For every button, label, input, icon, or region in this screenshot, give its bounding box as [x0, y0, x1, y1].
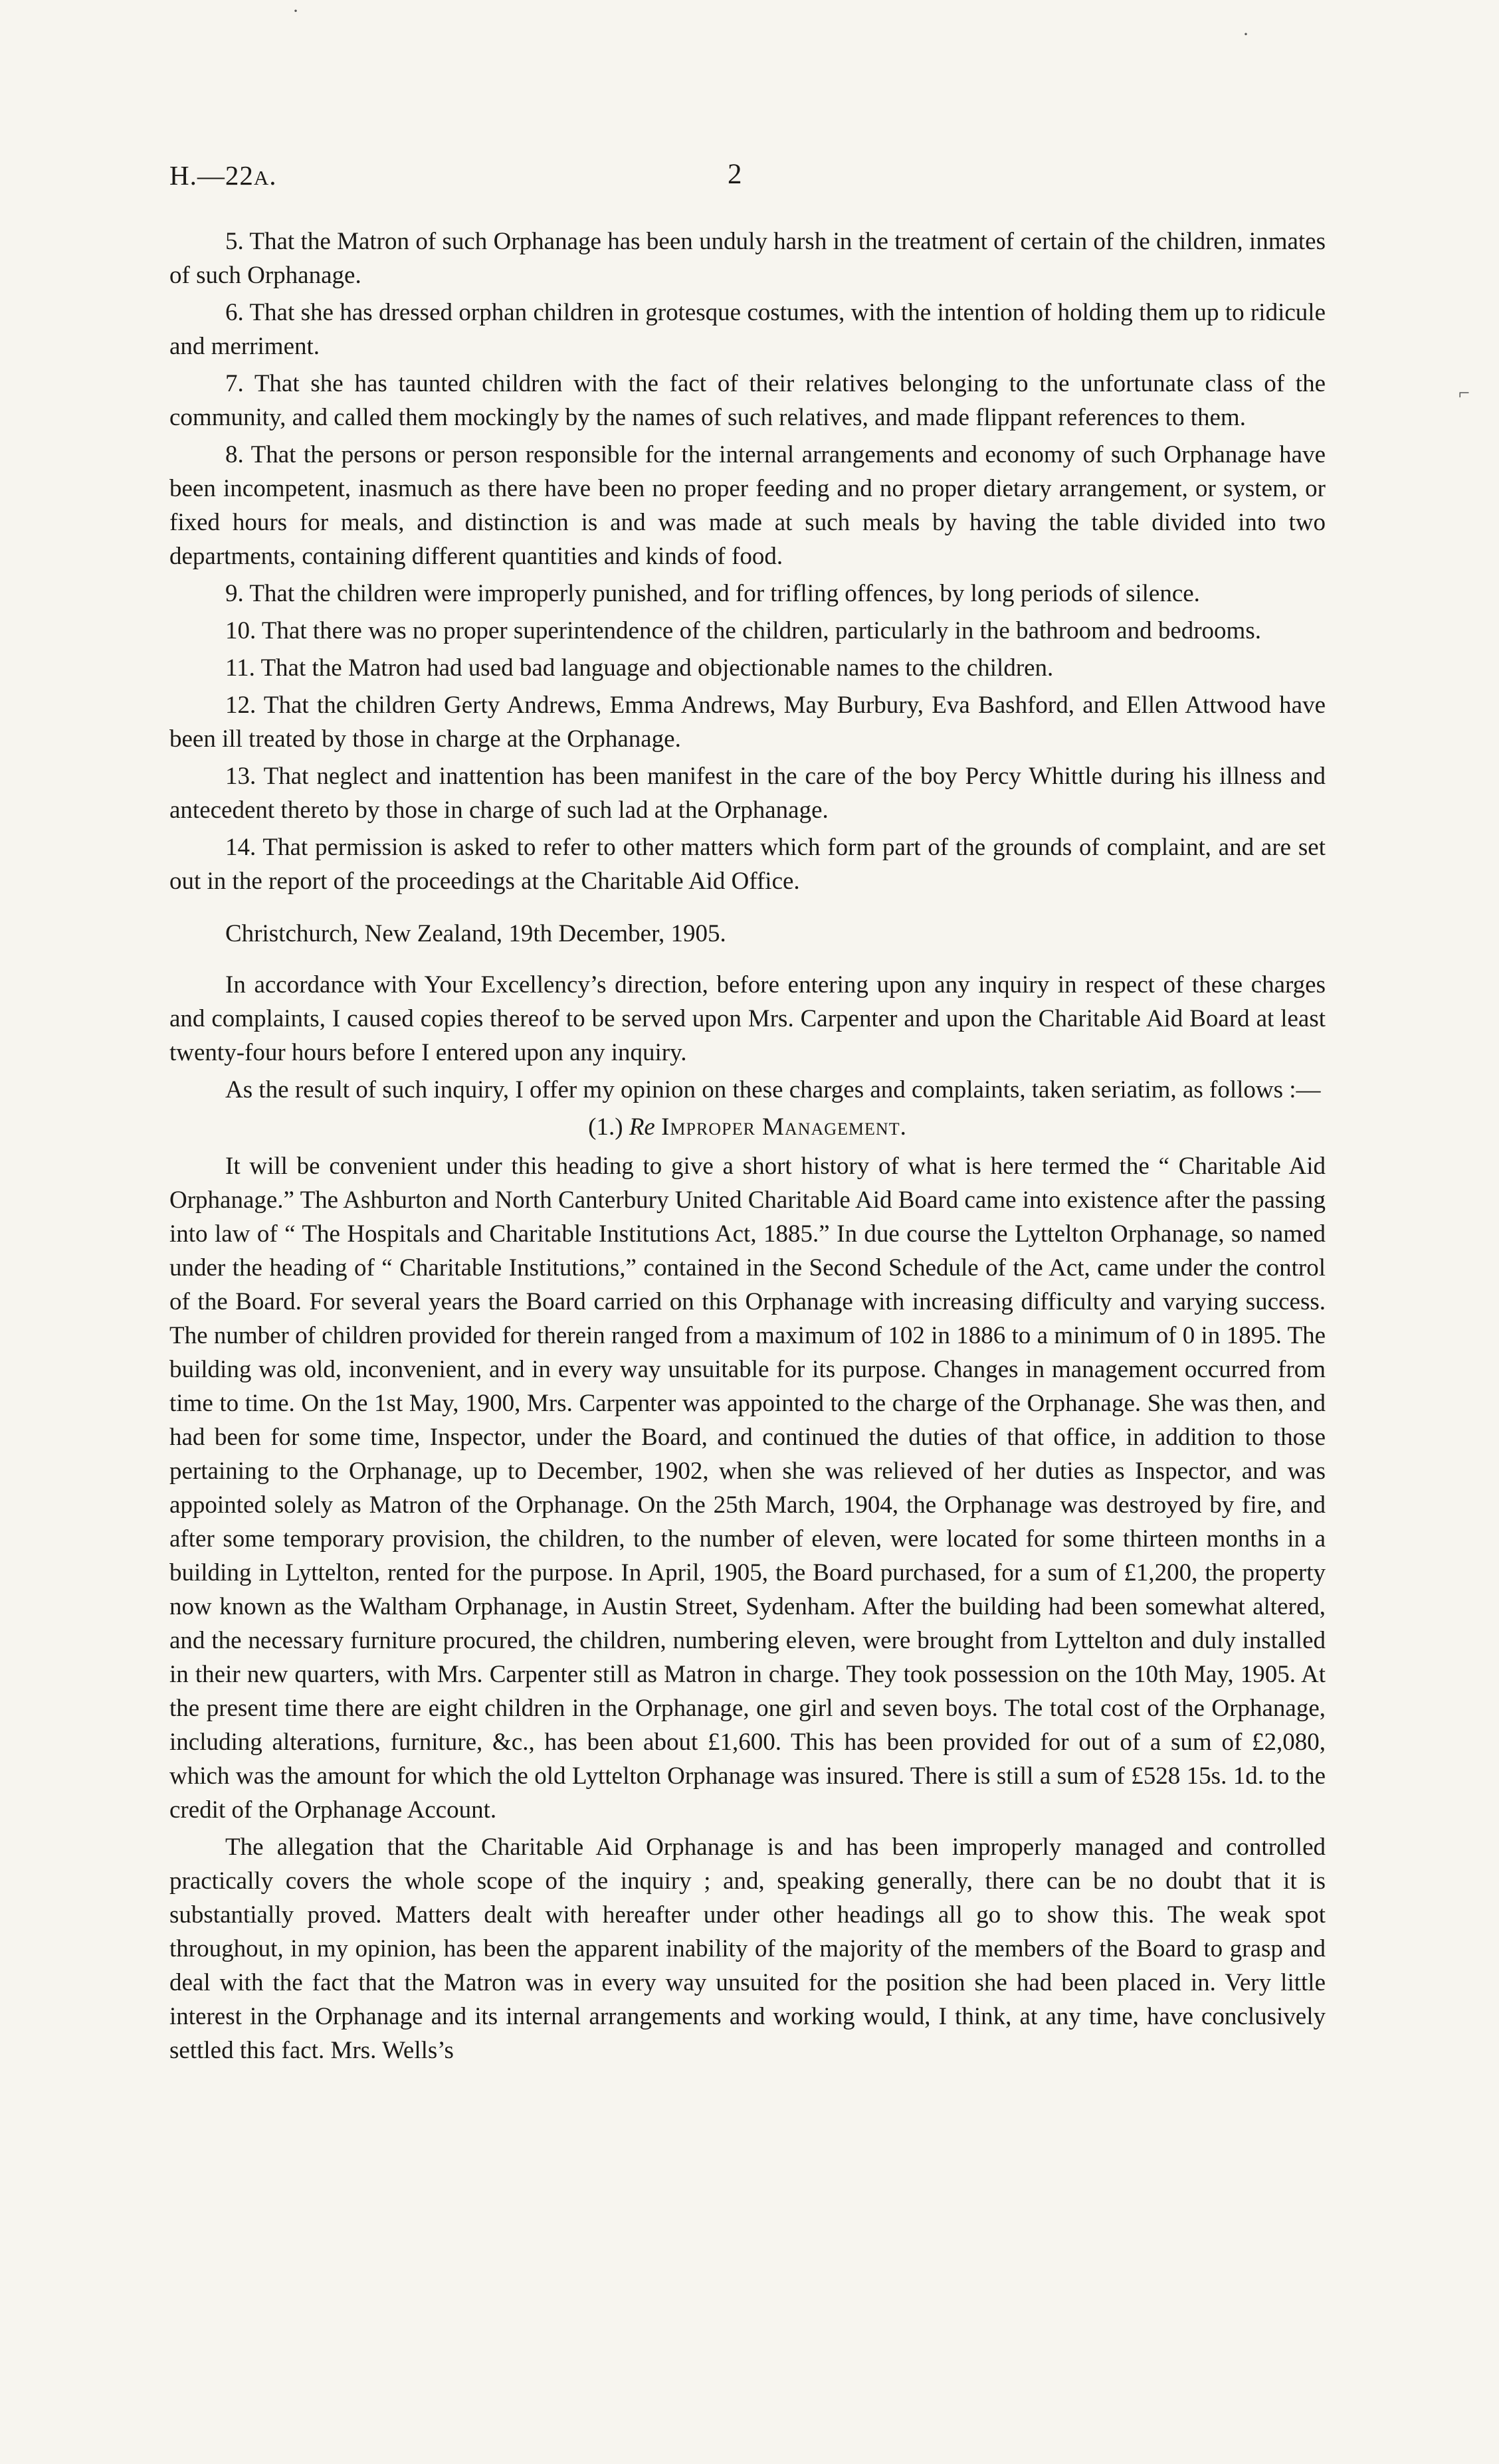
charge-item: 7. That she has taunted children with the fact of their relatives belonging to the unfortunate class of the community, and called them mockingly by the names of such relatives, and made flippant references to them. — [169, 370, 1326, 431]
charge-item: 8. That the persons or person responsible for the internal arrangements and economy of such Orphanage have been incompetent, inasmuch as there have been no proper feeding and no proper dietary arrangement, or system, or fixed hours for meals, and distinction is and was made at such meals by having the table divided into two departments, containing different quantities and kinds of food. — [169, 441, 1326, 570]
charge-item: 12. That the children Gerty Andrews, Emma Andrews, May Burbury, Eva Bashford, and Ellen Attwood have been ill treated by those in charge at the Orphanage. — [169, 692, 1326, 753]
charge-item: 10. That there was no proper superintendence of the children, particularly in the bathroom and bedrooms. — [225, 617, 1261, 644]
section-paragraph: It will be convenient under this heading to give a short history of what is here termed the “ Charitable Aid Orphanage.” The Ashburton and North Canterbury United Charitable Aid Board came into existence after the passing into law of “ The Hospitals and Charitable Institutions Act, 1885.” In due course the Lyttelton Orphanage, so named under the heading of “ Charitable Institutions,” contained in the Second Schedule of the Act, came under the control of the Board. For several years the Board carried on this Orphanage with increasing difficulty and varying success. The number of children provided for therein ranged from a maximum of 102 in 1886 to a minimum of 0 in 1895. The building was old, inconvenient, and in every way unsuitable for its purpose. Changes in management occurred from time to time. On the 1st May, 1900, Mrs. Carpenter was appointed to the charge of the Orphanage. She was then, and had been for some time, Inspector, under the Board, and continued the duties of that office, in addition to those pertaining to the Orphanage, up to December, 1902, when she was relieved of her duties as Inspector, and was appointed solely as Matron of the Orphanage. On the 25th March, 1904, the Orphanage was destroyed by fire, and after some temporary provision, the children, to the number of eleven, were located for some thirteen months in a building in Lyttelton, rented for the purpose. In April, 1905, the Board purchased, for a sum of £1,200, the property now known as the Waltham Orphanage, in Austin Street, Sydenham. After the building had been somewhat altered, and the necessary furniture procured, the children, numbering eleven, were brought from Lyttelton and duly installed in their new quarters, with Mrs. Carpenter still as Matron in charge. They took possession on the 10th May, 1905. At the present time there are eight children in the Orphanage, one girl and seven boys. The total cost of the Orphanage, including alterations, furniture, &c., has been about £1,600. This has been provided for out of a sum of £2,080, which was the amount for which the old Lyttelton Orphanage was insured. There is still a sum of £528 15s. 1d. to the credit of the Orphanage Account. — [169, 1153, 1326, 1824]
charge-item: 14. That permission is asked to refer to other matters which form part of the grounds of complaint, and are set out in the report of the proceedings at the Charitable Aid Office. — [169, 834, 1326, 895]
charge-item: 6. That she has dressed orphan children in grotesque costumes, with the intention of holding them up to ridicule and merriment. — [169, 299, 1326, 360]
charge-item: 9. That the children were improperly punished, and for trifling offences, by long periods of silence. — [225, 580, 1200, 607]
charge-item: 5. That the Matron of such Orphanage has been unduly harsh in the treatment of certain of the children, inmates of such Orphanage. — [169, 228, 1326, 289]
document-body — [169, 225, 1326, 2071]
margin-mark: ⌐ — [1458, 382, 1470, 404]
scan-speck: · — [1243, 23, 1249, 45]
charge-item: 13. That neglect and inattention has been manifest in the care of the boy Percy Whittle during his illness and antecedent thereto by those in charge of such lad at the Orphanage. — [169, 763, 1326, 824]
date-line: Christchurch, New Zealand, 19th December, 1905. — [225, 920, 726, 947]
intro-paragraph: In accordance with Your Excellency’s direction, before entering upon any inquiry in respect of these charges and complaints, I caused copies thereof to be served upon Mrs. Carpenter and upon the Charitable Aid Board at least twenty-four hours before I entered upon any inquiry. — [169, 971, 1326, 1066]
document-reference: H.—22A. — [169, 160, 277, 191]
scan-speck: · — [292, 0, 299, 22]
intro-paragraph: As the result of such inquiry, I offer my opinion on these charges and complaints, taken seriatim, as follows :— — [225, 1076, 1321, 1103]
page-number: 2 — [728, 159, 742, 190]
section-paragraph: The allegation that the Charitable Aid Orphanage is and has been improperly managed and controlled practically covers the whole scope of the inquiry ; and, speaking generally, there can be no doubt that it is substantially proved. Matters dealt with hereafter under other headings all go to show this. The weak spot throughout, in my opinion, has been the apparent inability of the majority of the members of the Board to grasp and deal with the fact that the Matron was in every way unsuited for the position she had been placed in. Very little interest in the Orphanage and its internal arrangements and working would, I think, at any time, have conclusively settled this fact. Mrs. Wells’s — [169, 1834, 1326, 2064]
page-header — [169, 159, 1326, 206]
charge-item: 11. That the Matron had used bad language and objectionable names to the children. — [225, 654, 1054, 682]
section-heading: (1.) Re Improper Management. — [588, 1113, 907, 1141]
